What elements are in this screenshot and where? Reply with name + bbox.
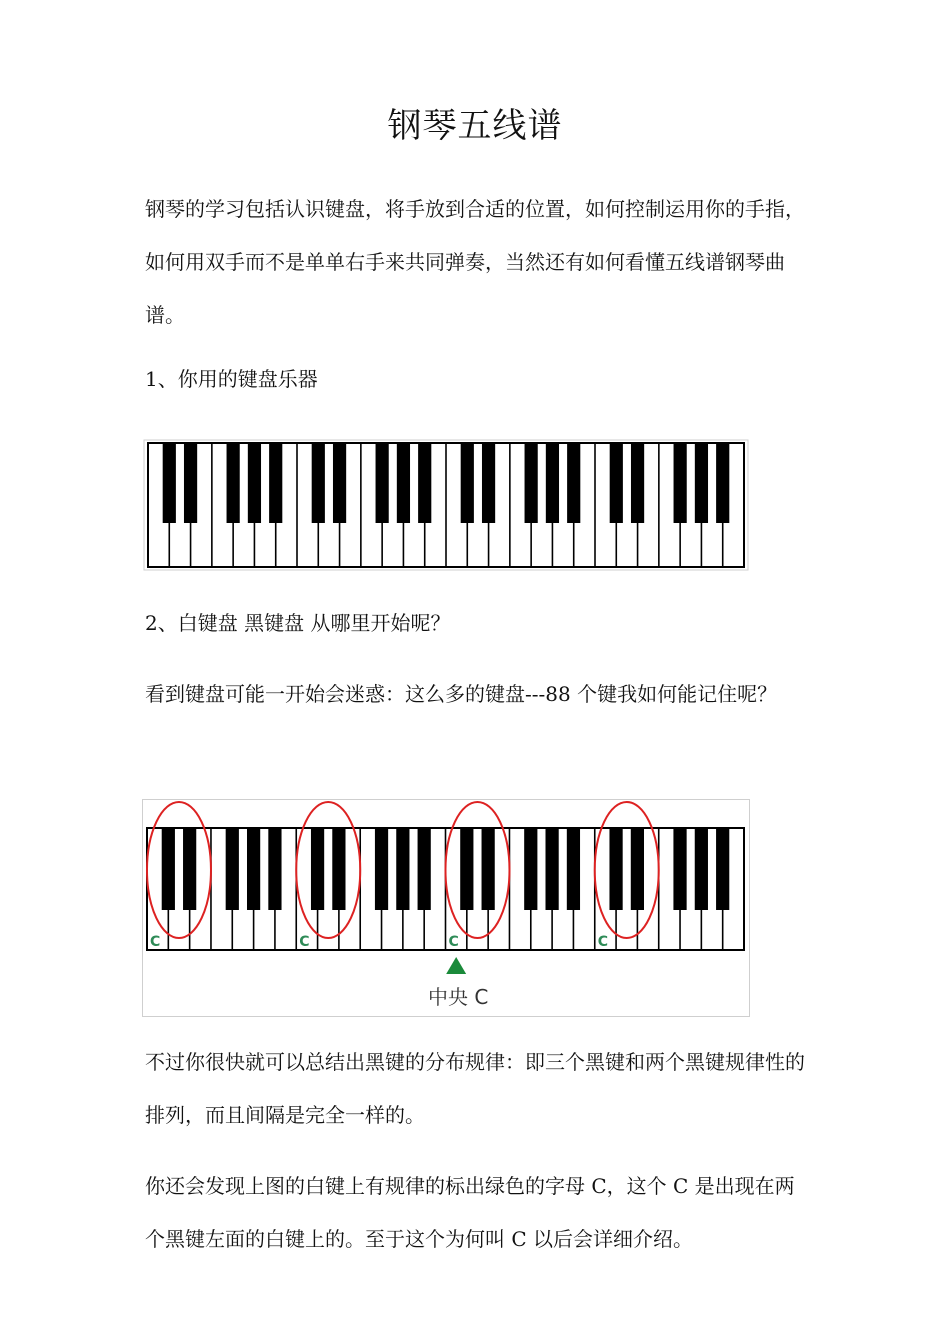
black-key (546, 443, 559, 523)
black-key (375, 828, 388, 910)
black-key (567, 443, 580, 523)
black-key (333, 443, 346, 523)
black-key (695, 828, 708, 910)
black-key (567, 828, 580, 910)
intro-paragraph: 钢琴的学习包括认识键盘，将手放到合适的位置，如何控制运用你的手指，如何用双手而不是单单右手来共同弹奏，当然还有如何看懂五线谱钢琴曲谱。 (145, 197, 805, 327)
black-key (631, 828, 644, 910)
section-heading-2: 2、白键盘 黑键盘 从哪里开始呢？ (145, 611, 451, 635)
black-key (183, 828, 196, 910)
black-key (162, 828, 175, 910)
black-key (545, 828, 558, 910)
black-key (376, 443, 389, 523)
black-key (332, 828, 345, 910)
black-key (247, 828, 260, 910)
black-key (482, 828, 495, 910)
keyboard-figure-2 (142, 799, 750, 1017)
black-key (695, 443, 708, 523)
c-note-label: C (597, 934, 609, 950)
black-key (673, 828, 686, 910)
page-title: 钢琴五线谱 (387, 106, 563, 146)
black-key (461, 443, 474, 523)
black-key (269, 443, 282, 523)
black-key (418, 828, 431, 910)
black-key (312, 443, 325, 523)
black-key (674, 443, 687, 523)
black-key (460, 828, 473, 910)
black-key (631, 443, 644, 523)
black-key (525, 443, 538, 523)
black-key (482, 443, 495, 523)
black-key (716, 443, 729, 523)
section-heading-1: 1、你用的键盘乐器 (145, 367, 318, 391)
keyboard-figure-1 (143, 439, 749, 571)
black-key (311, 828, 324, 910)
pattern-paragraph: 不过你很快就可以总结出黑键的分布规律：即三个黑键和两个黑键规律性的排列，而且间隔是完全一样的。 (145, 1050, 805, 1127)
black-key (227, 443, 240, 523)
black-key (396, 828, 409, 910)
black-key (524, 828, 537, 910)
c-note-label: C (299, 934, 310, 950)
black-key (184, 443, 197, 523)
black-key (268, 828, 281, 910)
black-key (248, 443, 261, 523)
black-key (418, 443, 431, 523)
middle-c-caption: 中央 C (428, 985, 489, 1009)
black-key (716, 828, 729, 910)
confuse-paragraph: 看到键盘可能一开始会迷惑：这么多的键盘---88 个键我如何能记住呢？ (145, 682, 778, 706)
c-note-label: C (448, 934, 459, 950)
c-paragraph: 你还会发现上图的白键上有规律的标出绿色的字母 C，这个 C 是出现在两个黑键左面的白键上的。至于这个为何叫 C 以后会详细介绍。 (145, 1174, 795, 1251)
c-note-label: C (150, 934, 161, 950)
black-key (397, 443, 410, 523)
black-key (226, 828, 239, 910)
black-key (610, 443, 623, 523)
black-key (163, 443, 176, 523)
black-key (609, 828, 622, 910)
